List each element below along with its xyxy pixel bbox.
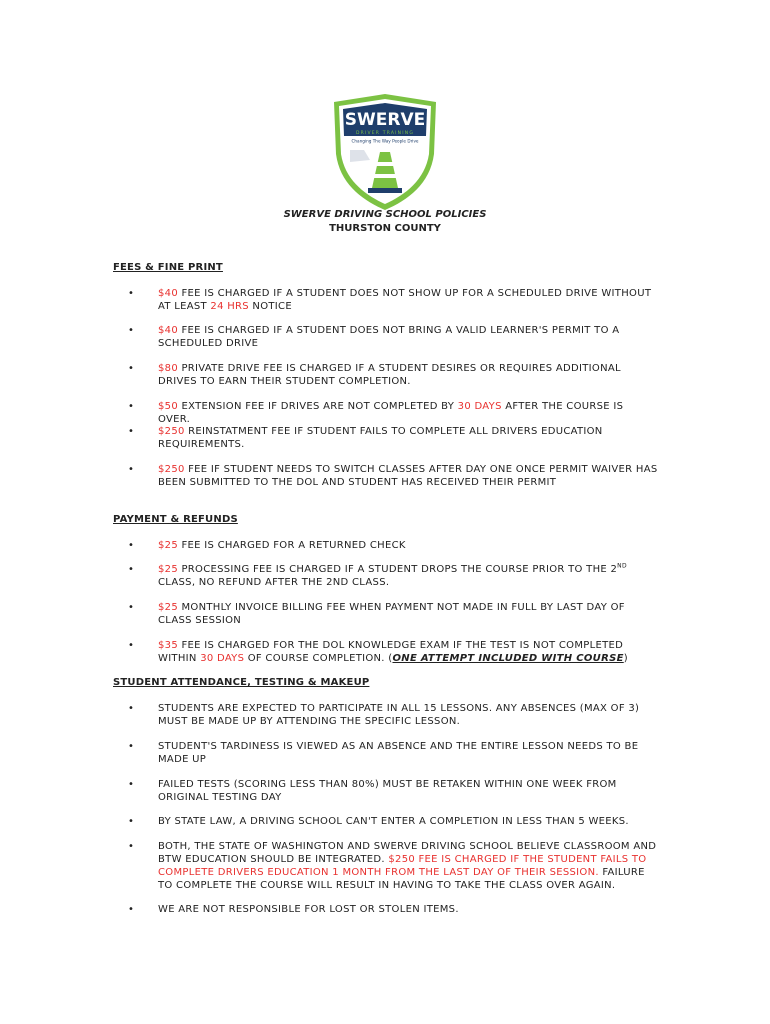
- bullet-icon: •: [128, 401, 134, 412]
- bullet-icon: •: [128, 703, 134, 714]
- document-title: [0, 208, 770, 236]
- bullet-icon: •: [128, 363, 134, 374]
- title-line-2: THURSTON COUNTY: [329, 223, 441, 234]
- logo-tagline: Changing The Way People Drive: [351, 138, 419, 144]
- payment-item-3: $25 MONTHLY INVOICE BILLING FEE WHEN PAYMENT NOT MADE IN FULL BY LAST DAY OF CLASS SESSION: [158, 602, 625, 626]
- payment-item-2: $25 PROCESSING FEE IS CHARGED IF A STUDENT DROPS THE COURSE PRIOR TO THE 2ND CLASS, NO REFUND AFTER THE 2ND CLASS.: [158, 562, 627, 588]
- bullet-icon: •: [128, 816, 134, 827]
- bullet-icon: •: [128, 741, 134, 752]
- section-heading-fees: FEES & FINE PRINT: [113, 262, 223, 273]
- attendance-item-1: STUDENTS ARE EXPECTED TO PARTICIPATE IN ALL 15 LESSONS. ANY ABSENCES (MAX OF 3) MUST BE MADE UP BY ATTENDING THE SPECIFIC LESSON.: [158, 703, 640, 727]
- section-heading-attendance: STUDENT ATTENDANCE, TESTING & MAKEUP: [113, 677, 370, 688]
- payment-item-4: $35 FEE IS CHARGED FOR THE DOL KNOWLEDGE EXAM IF THE TEST IS NOT COMPLETED WITHIN 30 DAYS OF COURSE COMPLETION. (ONE ATTEMPT INCLUDED WITH COURSE): [158, 640, 628, 664]
- payment-item-1: $25 FEE IS CHARGED FOR A RETURNED CHECK: [158, 540, 406, 551]
- swerve-logo: [330, 92, 440, 212]
- fee-item-6: $250 FEE IF STUDENT NEEDS TO SWITCH CLASSES AFTER DAY ONE ONCE PERMIT WAIVER HAS BEEN SUBMITTED TO THE DOL AND STUDENT HAS RECEIVED THEIR PERMIT: [158, 464, 658, 488]
- attendance-item-6: WE ARE NOT RESPONSIBLE FOR LOST OR STOLEN ITEMS.: [158, 904, 459, 915]
- logo-subtitle: DRIVER TRAINING: [355, 131, 415, 136]
- fee-item-1: $40 FEE IS CHARGED IF A STUDENT DOES NOT SHOW UP FOR A SCHEDULED DRIVE WITHOUT AT LEAST 24 HRS NOTICE: [158, 288, 652, 312]
- bullet-icon: •: [128, 540, 134, 551]
- section-heading-payment: PAYMENT & REFUNDS: [113, 514, 238, 525]
- bullet-icon: •: [128, 325, 134, 336]
- bullet-icon: •: [128, 288, 134, 299]
- attendance-item-5: BOTH, THE STATE OF WASHINGTON AND SWERVE DRIVING SCHOOL BELIEVE CLASSROOM AND BTW EDUCATION SHOULD BE INTEGRATED. $250 FEE IS CHARGED IF THE STUDENT FAILS TO COMPLETE DRIVERS EDUCATION 1 MONTH FROM THE LAST DAY OF THEIR SESSION. FAILURE TO COMPLETE THE COURSE WILL RESULT IN HAVING TO TAKE THE CLASS OVER AGAIN.: [158, 841, 657, 891]
- fee-item-5: $250 REINSTATMENT FEE IF STUDENT FAILS TO COMPLETE ALL DRIVERS EDUCATION REQUIREMENTS.: [158, 426, 603, 450]
- bullet-icon: •: [128, 464, 134, 475]
- attendance-item-3: FAILED TESTS (SCORING LESS THAN 80%) MUST BE RETAKEN WITHIN ONE WEEK FROM ORIGINAL TESTING DAY: [158, 779, 617, 803]
- fee-item-4: $50 EXTENSION FEE IF DRIVES ARE NOT COMPLETED BY 30 DAYS AFTER THE COURSE IS OVER.: [158, 401, 624, 425]
- bullet-icon: •: [128, 779, 134, 790]
- fee-item-3: $80 PRIVATE DRIVE FEE IS CHARGED IF A STUDENT DESIRES OR REQUIRES ADDITIONAL DRIVES TO EARN THEIR STUDENT COMPLETION.: [158, 363, 621, 387]
- attendance-item-2: STUDENT'S TARDINESS IS VIEWED AS AN ABSENCE AND THE ENTIRE LESSON NEEDS TO BE MADE UP: [158, 741, 639, 765]
- bullet-icon: •: [128, 904, 134, 915]
- fee-item-2: $40 FEE IS CHARGED IF A STUDENT DOES NOT BRING A VALID LEARNER'S PERMIT TO A SCHEDULED DRIVE: [158, 325, 620, 349]
- bullet-icon: •: [128, 841, 134, 852]
- title-line-1: SWERVE DRIVING SCHOOL POLICIES: [283, 209, 487, 220]
- bullet-icon: •: [128, 602, 134, 613]
- attendance-item-4: BY STATE LAW, A DRIVING SCHOOL CAN'T ENTER A COMPLETION IN LESS THAN 5 WEEKS.: [158, 816, 629, 827]
- logo-brand: SWERVE: [344, 110, 426, 130]
- bullet-icon: •: [128, 564, 134, 575]
- bullet-icon: •: [128, 426, 134, 437]
- bullet-icon: •: [128, 640, 134, 651]
